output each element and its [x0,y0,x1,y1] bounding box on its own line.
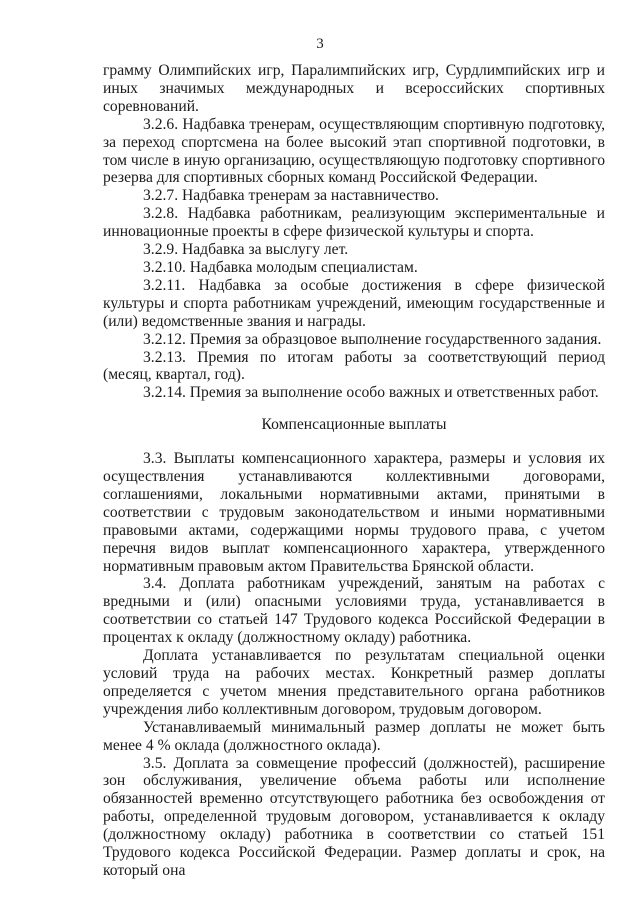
paragraph-3-2-13: 3.2.13. Премия по итогам работы за соответствующий период (месяц, квартал, год). [103,348,605,384]
paragraph-3-2-6: 3.2.6. Надбавка тренерам, осуществляющим спортивную подготовку, за переход спортсмена на более высокий этап спортивной подготовки, в том числе в иную организацию, осуществляющую подготовку спортивного резерва для спортивных сборных команд Российской Федерации. [103,115,605,187]
paragraph-3-5: 3.5. Доплата за совмещение профессий (должностей), расширение зон обслуживания, увеличение объема работы или исполнение обязанностей временно отсутствующего работника без освобождения от работы, определенной трудовым договором, устанавливается к окладу (должностному окладу) работника в соответствии со статьей 151 Трудового кодекса Российской Федерации. Размер доплаты и срок, на который она [103,754,605,879]
paragraph-3-2-14: 3.2.14. Премия за выполнение особо важных и ответственных работ. [143,384,599,402]
page-number: 3 [316,36,324,52]
paragraph-3-2-9: 3.2.9. Надбавка за выслугу лет. [143,241,349,259]
document-body [103,62,605,880]
paragraph-3-4-payment: Доплата устанавливается по результатам специальной оценки условий труда на рабочих местах. Конкретный размер доплаты определяется с учетом мнения представительного органа работников учреждения либо коллективным договором, трудовым договором. [103,647,605,718]
paragraph-3-3: 3.3. Выплаты компенсационного характера, размеры и условия их осуществления устанавливаются коллективными договорами, соглашениями, локальными нормативными актами, принятыми в соответствии с трудовым законодательством и иными нормативными правовыми актами, содержащими нормы трудового права, с учетом перечня видов выплат компенсационного характера, утвержденного нормативным правовым актом Правительства Брянской области. [103,450,605,575]
paragraph-3-2-8: 3.2.8. Надбавка работникам, реализующим экспериментальные и инновационные проекты в сфере физической культуры и спорта. [103,205,605,241]
paragraph-3-2-7: 3.2.7. Надбавка тренерам за наставничество. [143,187,439,205]
paragraph-continuation: грамму Олимпийских игр, Паралимпийских игр, Сурдлимпийских игр и иных значимых международных и всероссийских спортивных соревнований. [103,62,605,115]
paragraph-3-2-12: 3.2.12. Премия за образцовое выполнение государственного задания. [143,330,602,348]
paragraph-3-4: 3.4. Доплата работникам учреждений, занятым на работах с вредными и (или) опасными условиями труда, устанавливается в соответствии со статьей 147 Трудового кодекса Российской Федерации в процентах к окладу (должностному окладу) работника. [103,575,605,647]
paragraph-3-2-10: 3.2.10. Надбавка молодым специалистам. [143,258,418,276]
paragraph-3-4-minimum: Устанавливаемый минимальный размер доплаты не может быть менее 4 % оклада (должностного оклада). [103,718,605,754]
section-heading: Компенсационные выплаты [261,416,447,434]
paragraph-3-2-11: 3.2.11. Надбавка за особые достижения в сфере физической культуры и спорта работникам учреждений, имеющим государственные и (или) ведомственные звания и награды. [103,276,605,330]
